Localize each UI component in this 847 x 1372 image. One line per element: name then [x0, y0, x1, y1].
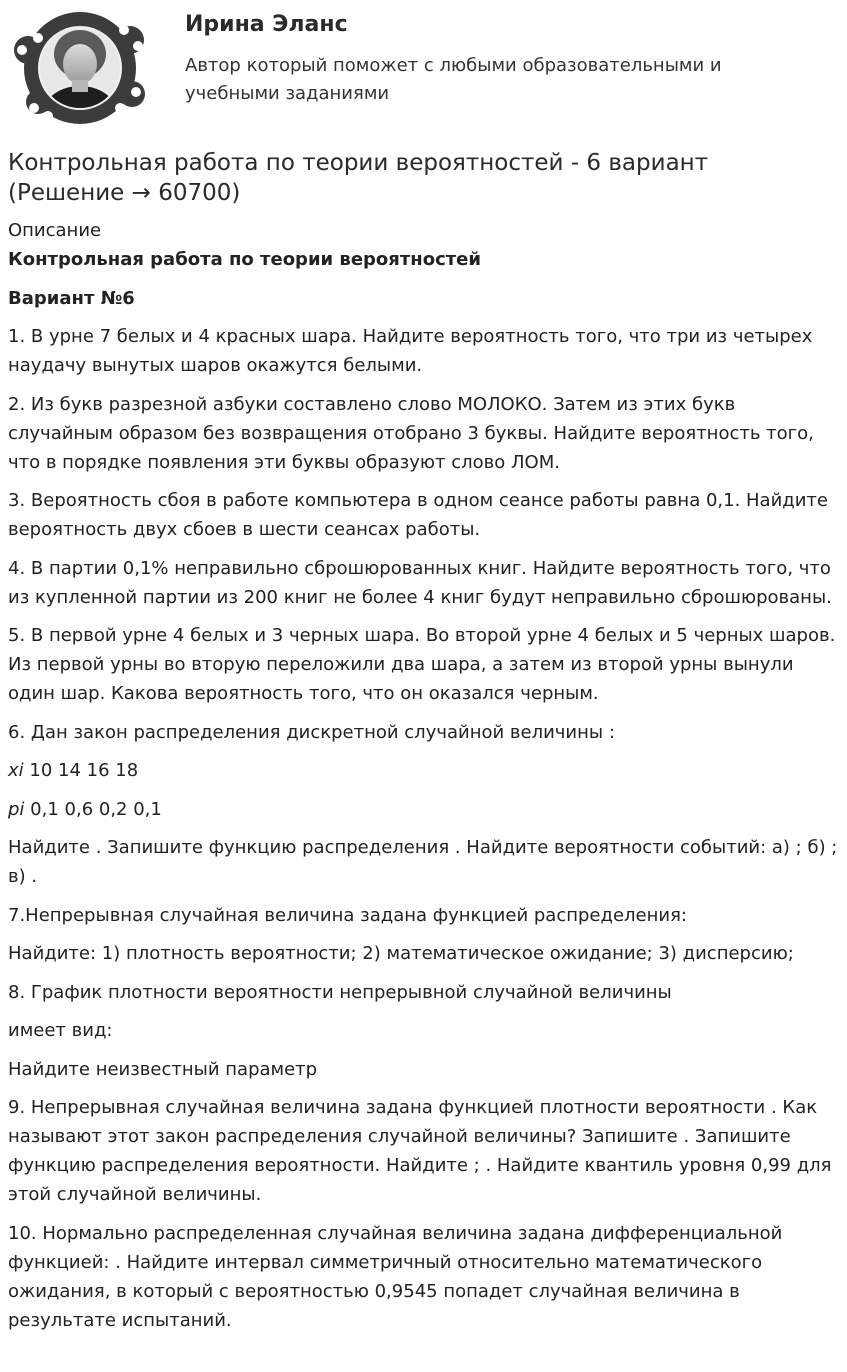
- distribution-row-pi: [8, 795, 840, 824]
- author-name[interactable]: Ирина Эланс: [185, 12, 348, 37]
- xi-values: 10 14 16 18: [29, 760, 139, 781]
- description-label: Описание: [8, 220, 102, 241]
- task-item: 3. Вероятность сбоя в работе компьютера в одном сеансе работы равна 0,1. Найдите вероятность двух сбоев в шести сеансах работы.: [8, 490, 828, 540]
- task-item: Найдите . Запишите функцию распределения . Найдите вероятности событий: а) ; б) ; в) .: [8, 837, 838, 887]
- task-item: имеет вид:: [8, 1020, 113, 1041]
- xi-label: xi: [8, 760, 24, 781]
- author-avatar: [8, 8, 153, 126]
- author-header: [0, 0, 847, 135]
- task-item: 6. Дан закон распределения дискретной случайной величины :: [8, 721, 615, 743]
- variant-label: Вариант №6: [8, 287, 135, 309]
- task-item: 7.Непрерывная случайная величина задана функцией распределения:: [8, 904, 687, 926]
- task-item: 5. В первой урне 4 белых и 3 черных шара. Во второй урне 4 белых и 5 черных шаров. Из первой урны во вторую переложили два шара, а затем из второй урны вынули один шар. Какова вероятность того, что он оказался черным.: [8, 625, 836, 704]
- page-title: Контрольная работа по теории вероятностей - 6 вариант (Решение → 60700): [8, 150, 709, 206]
- distribution-row-xi: [8, 756, 840, 785]
- task-item: Найдите неизвестный параметр: [8, 1058, 318, 1080]
- document-body: [8, 216, 840, 1344]
- document-heading: Контрольная работа по теории вероятностей: [8, 249, 482, 270]
- task-item: 4. В партии 0,1% неправильно сброшюрованных книг. Найдите вероятность того, что из купленной партии из 200 книг не более 4 книг будут неправильно сброшюрованы.: [8, 557, 832, 608]
- task-item: Найдите: 1) плотность вероятности; 2) математическое ожидание; 3) дисперсию;: [8, 943, 794, 964]
- pi-label: pi: [8, 798, 25, 820]
- task-item: 1. В урне 7 белых и 4 красных шара. Найдите вероятность того, что три из четырех наудачу вынутых шаров окажутся белыми.: [8, 326, 813, 376]
- pi-values: 0,1 0,6 0,2 0,1: [30, 798, 162, 820]
- task-item: 8. График плотности вероятности непрерывной случайной величины: [8, 981, 672, 1003]
- task-item: 10. Нормально распределенная случайная величина задана дифференциальной функцией: . Найдите интервал симметричный относительно математического ожидания, в который с вероятностью 0,9545 попадет случайная величина в результате испытаний.: [8, 1222, 783, 1331]
- task-item: 2. Из букв разрезной азбуки составлено слово МОЛОКО. Затем из этих букв случайным образом без возвращения отобрано 3 буквы. Найдите вероятность того, что в порядке появления эти буквы образуют слово ЛОМ.: [8, 393, 814, 473]
- author-description: Автор который поможет с любыми образовательными и учебными заданиями: [185, 55, 722, 104]
- task-item: 9. Непрерывная случайная величина задана функцией плотности вероятности . Как называют этот закон распределения случайной величины? Запишите . Запишите функцию распределения вероятности. Найдите ; . Найдите квантиль уровня 0,99 для этой случайной величины.: [8, 1097, 832, 1205]
